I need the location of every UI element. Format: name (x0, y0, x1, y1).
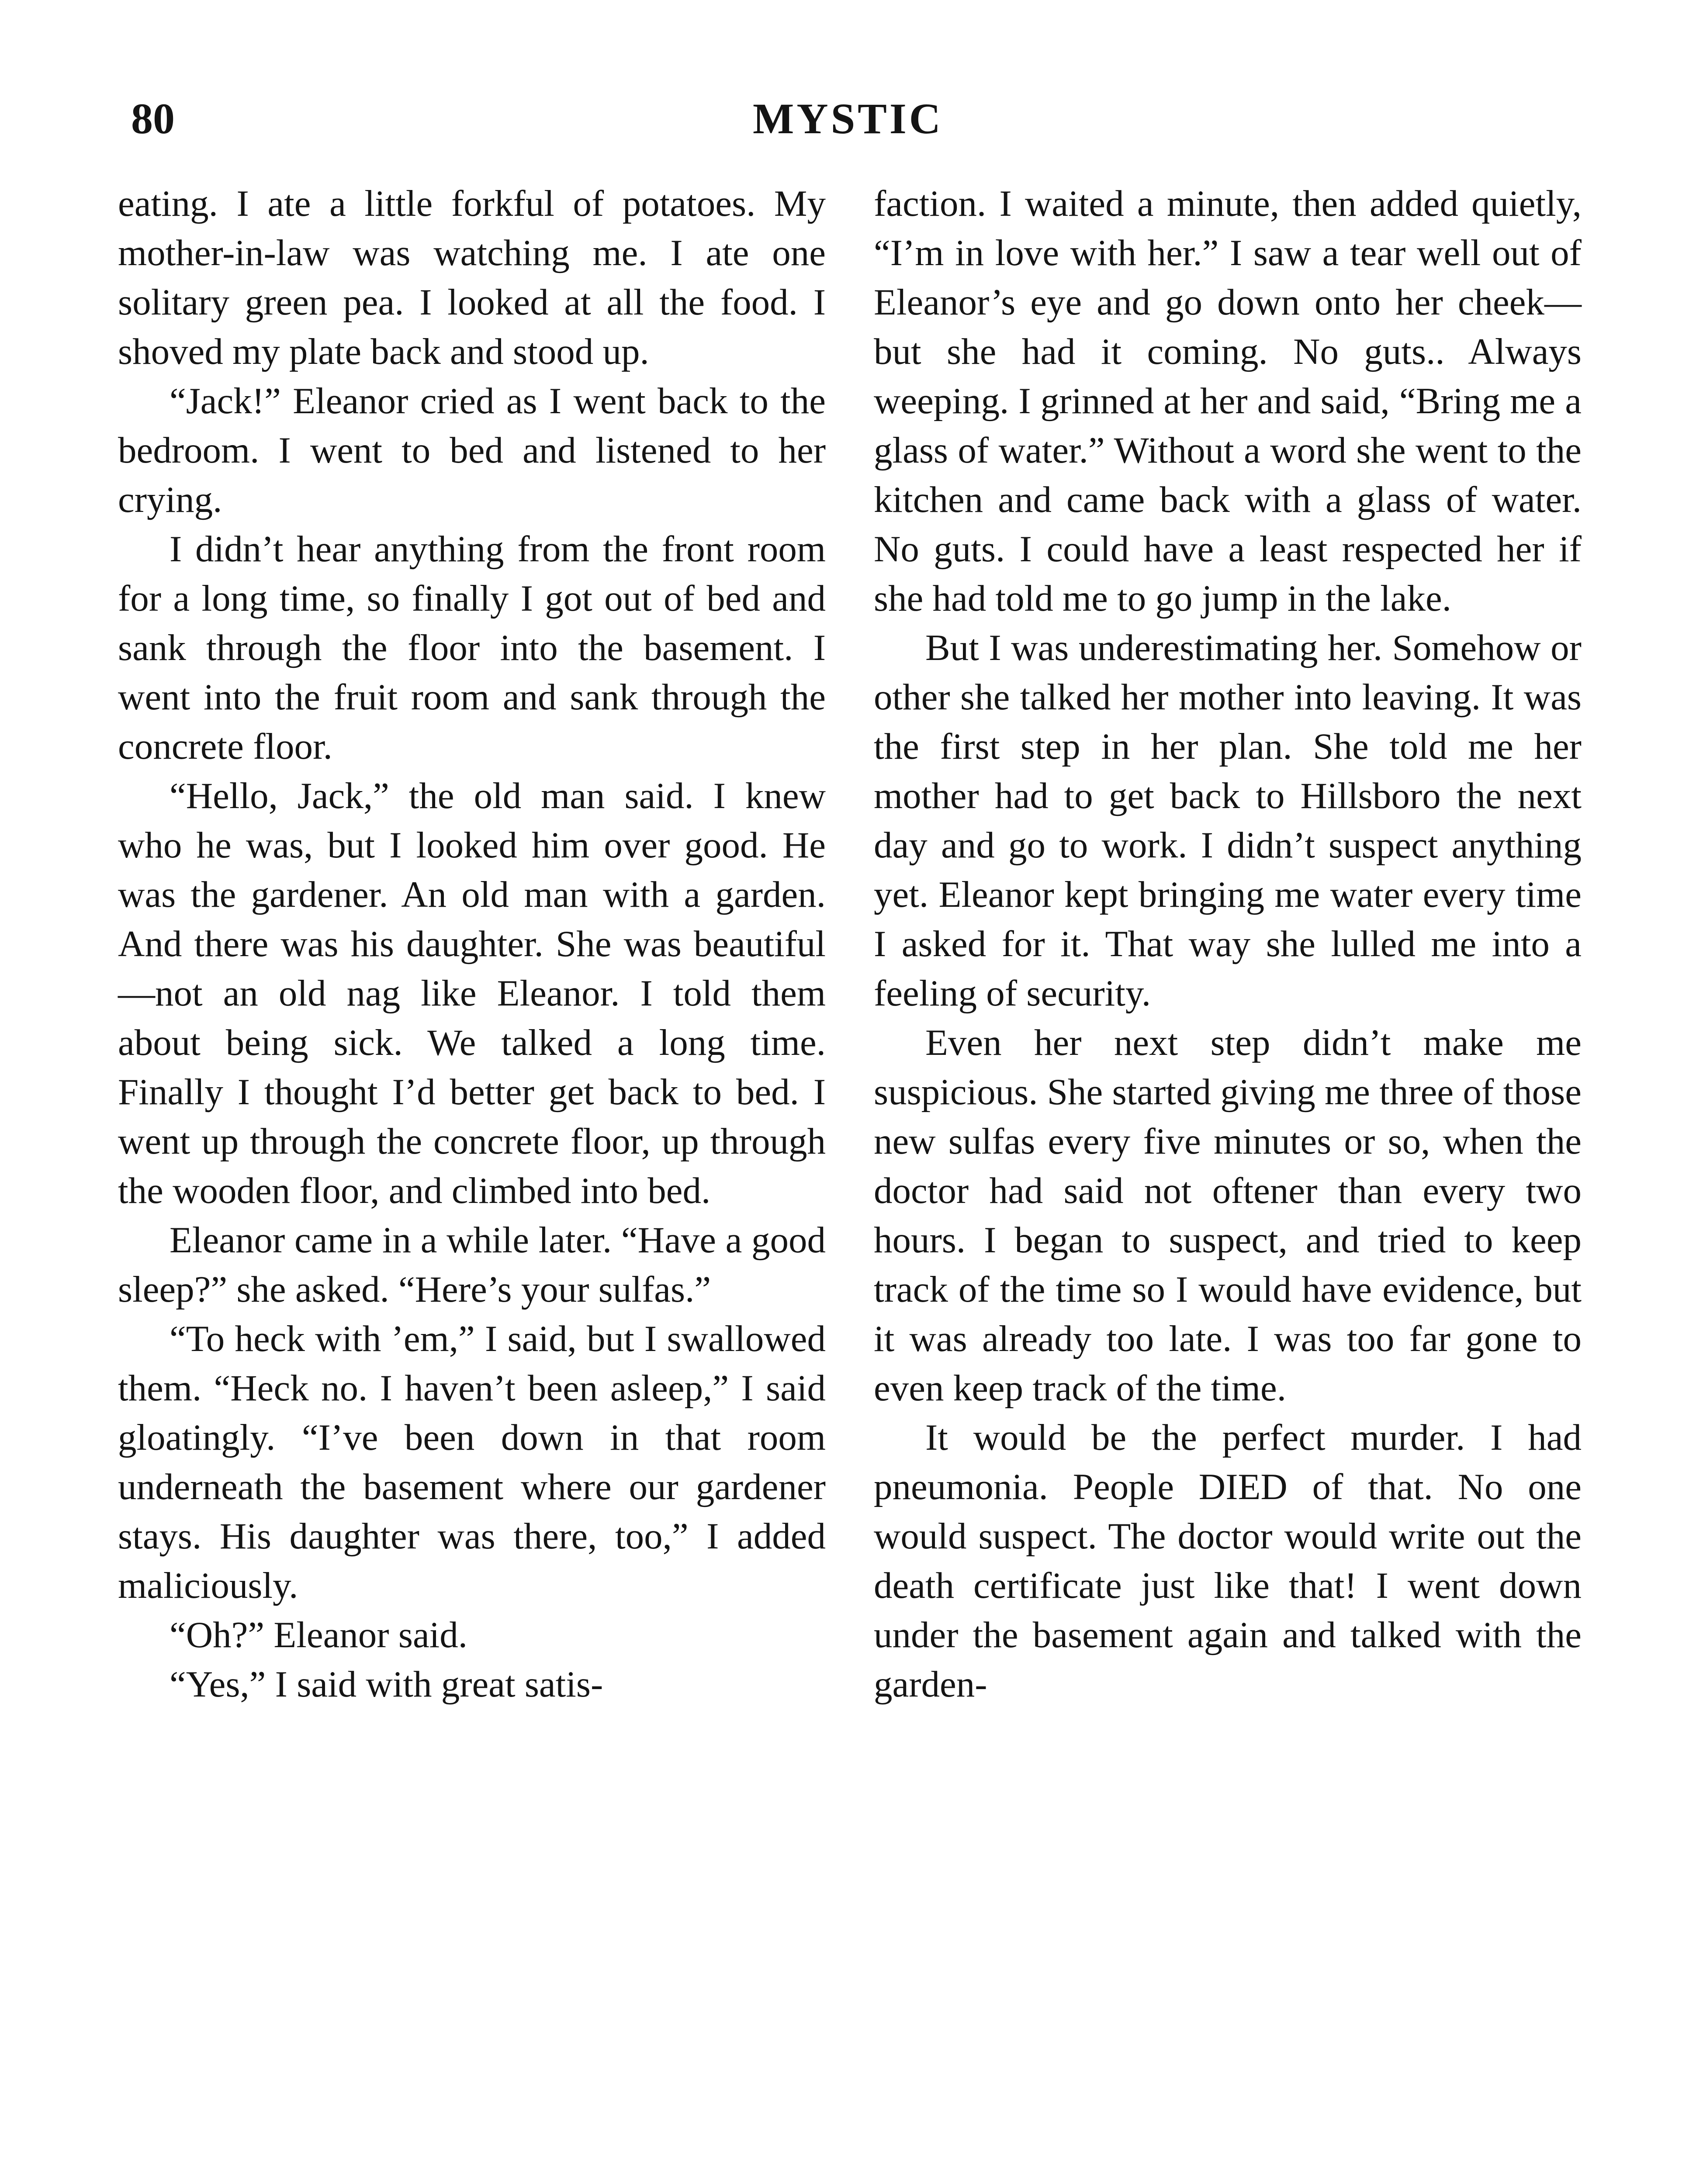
paragraph: But I was underestimating her. Somehow or other she talked her mother into leaving. It was the first step in her plan. She told me her mother had to get back to Hillsboro the next day and go to work. I didn’t suspect anything yet. Eleanor kept bringing me water every time I asked for it. That way she lulled me into a feeling of security. (874, 627, 1582, 1014)
paragraph: Even her next step didn’t make me suspicious. She started giving me three of those new sulfas every five minutes or so, when the doctor had said not oftener than every two hours. I began to suspect, and tried to keep track of the time so I would have evidence, but it was already too late. I was too far gone to even keep track of the time. (874, 1022, 1582, 1409)
page-number: 80 (131, 94, 175, 143)
paragraph: “To heck with ’em,” I said, but I swallowed them. “Heck no. I haven’t been asleep,” I said gloatingly. “I’ve been down in that room underneath the basement where our gardener stays. His daughter was there, too,” I added maliciously. (118, 1318, 826, 1606)
paragraph: faction. I waited a minute, then added quietly, “I’m in love with her.” I saw a tear well out of Eleanor’s eye and go down onto her cheek—but she had it coming. No guts.. Always weeping. I grinned at her and said, “Bring me a glass of water.” Without a word she went to the kitchen and came back with a glass of water. No guts. I could have a least respected her if she had told me to go jump in the lake. (874, 183, 1582, 619)
paragraph: It would be the perfect murder. I had pneumonia. People DIED of that. No one would suspect. The doctor would write out the death certificate just like that! I went down under the basement again and talked with the garden- (874, 1417, 1582, 1705)
paragraph: I didn’t hear anything from the front room for a long time, so finally I got out of bed and sank through the floor into the basement. I went into the fruit room and sank through the concrete floor. (118, 529, 826, 767)
paragraph: Eleanor came in a while later. “Have a good sleep?” she asked. “Here’s your sulfas.” (118, 1220, 826, 1310)
left-text-column (118, 179, 826, 1709)
paragraph: “Yes,” I said with great satis- (170, 1664, 603, 1705)
paragraph: “Oh?” Eleanor said. (170, 1614, 468, 1655)
paragraph: “Jack!” Eleanor cried as I went back to the bedroom. I went to bed and listened to her crying. (118, 380, 826, 520)
paragraph: “Hello, Jack,” the old man said. I knew who he was, but I looked him over good. He was the gardener. An old man with a garden. And there was his daughter. She was beautiful—not an old nag like Eleanor. I told them about being sick. We talked a long time. Finally I thought I’d better get back to bed. I went up through the concrete floor, up through the wooden floor, and climbed into bed. (118, 775, 826, 1211)
paragraph: eating. I ate a little forkful of potatoes. My mother-in-law was watching me. I ate one solitary green pea. I looked at all the food. I shoved my plate back and stood up. (118, 183, 826, 372)
running-title: MYSTIC (752, 94, 944, 143)
right-text-column (874, 179, 1582, 1709)
